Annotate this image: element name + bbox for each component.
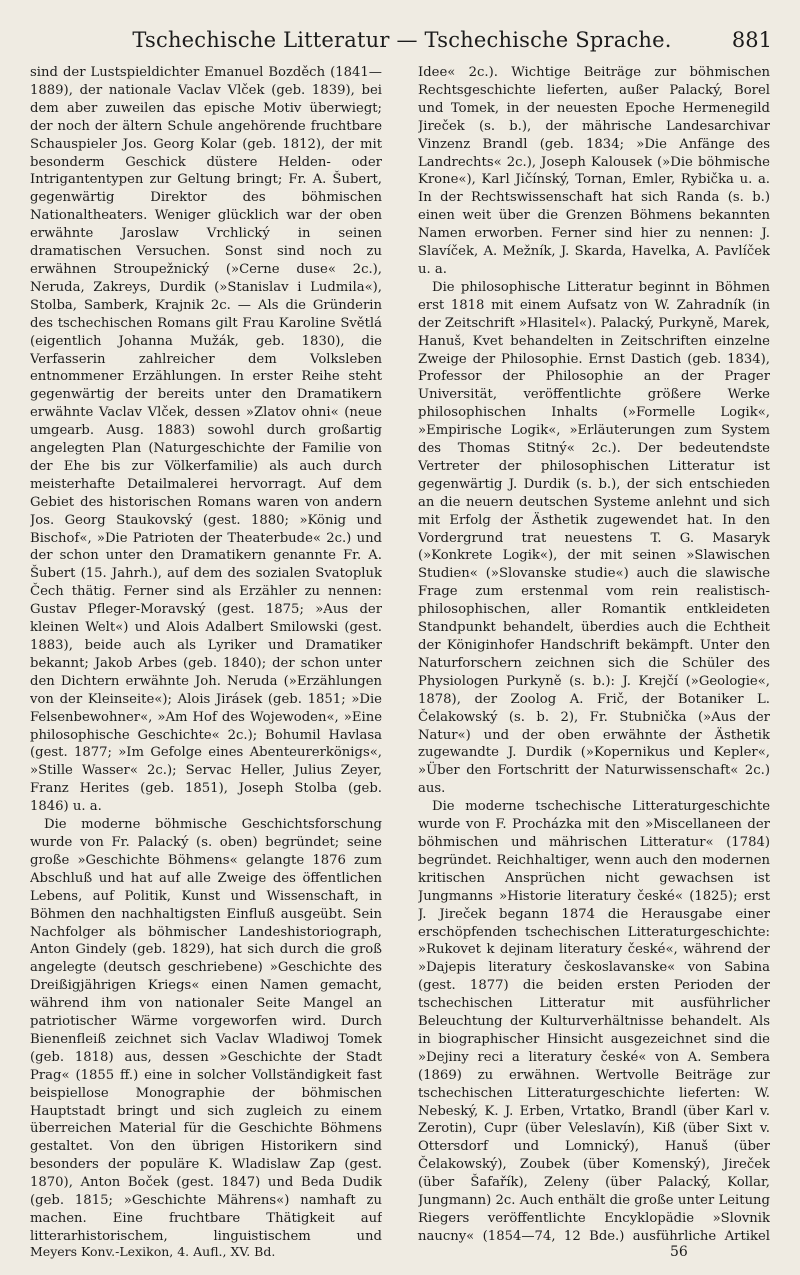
paragraph-historiography: Die moderne böhmische Geschichtsforschung wurde von Fr. Palacký (s. oben) begründet; seine große »Geschichte Böhmens« gelangte 1876 zum Abschluß und hat auf alle Zweige des öffentlichen Lebens, auf Politik, Kunst und Wissenschaft, in Böhmen den nachhaltigsten Einfluß ausgeübt. Sein Nachfolger als böhmischer Landeshistoriograph, Anton Gindely (geb. 1829), hat sich durch die groß angelegte (deutsch geschriebene) »Geschichte des Dreißigjährigen Kriegs« einen Namen gemacht, während ihm von nationaler Seite Mangel an patriotischer Wärme vorgeworfen wird. Durch Bienenfleiß zeichnet sich Vaclav Wladiwoj Tomek (geb. 1818) aus, dessen »Geschichte der Stadt Prag« (1855 ff.) eine in solcher Vollständigkeit fast beispiellose Monographie der böhmischen Hauptstadt bringt und sich zugleich zu einem überreichen Material für die Geschichte Böhmens gestaltet. Von den übrigen Historikern sind besonders der populäre K. Wladislaw Zap (gest. 1870), Anton Boček (gest. 1847) und Beda Dudik (geb. 1815; »Geschichte Mährens«) namhaft zu machen. Eine fruchtbare Thätigkeit auf litterarhistorischem, linguistischem und bbox=[30, 817, 382, 1244]
signature-mark: 56 bbox=[670, 1244, 688, 1260]
paragraph-legal-history: Idee« 2c.). Wichtige Beiträge zur böhmischen Rechtsgeschichte lieferten, außer Palacký, Borel und Tomek, in der neuesten Epoche Hermenegild Jireček (s. b.), der mährische Landesarchivar Vinzenz Brandl (geb. 1834; »Die Anfänge des Landrechts« 2c.), Joseph Kalousek (»Die böhmische Krone«), Karl Jičínský, Tornan, Emler, Rybička u. a. In der Rechtswissenschaft hat sich Randa (s. b.) einen weit über die Grenzen Böhmens bekannten Namen erworben. Ferner sind hier zu nennen: J. Slavíček, A. Mežník, J. Skarda, Havelka, A. Pavlíček u. a. bbox=[418, 65, 770, 277]
page-header bbox=[32, 22, 772, 56]
footer-source: Meyers Konv.-Lexikon, 4. Aufl., XV. Bd. bbox=[30, 1244, 276, 1259]
paragraph-novelists: sind der Lustspieldichter Emanuel Bozděch (1841—1889), der nationale Vaclav Vlček (geb. 1839), bei dem aber zuweilen das epische Motiv überwiegt; der noch der ältern Schule angehörende fruchtbare Schauspieler Jos. Georg Kolar (geb. 1812), der mit besonderm Geschick düstere Helden- oder Intrigantentypen zur Geltung bringt; Fr. A. Šubert, gegenwärtig Direktor des böhmischen Nationaltheaters. Weniger glücklich war der oben erwähnte Jaroslaw Vrchlický in seinen dramatischen Versuchen. Sonst sind noch zu erwähnen Stroupežnický (»Cerne duse« 2c.), Neruda, Zakreys, Durdik (»Stanislav i Ludmila«), Stolba, Samberk, Krajnik 2c. — Als die Gründerin des tschechischen Romans gilt Frau Karoline Světlá (eigentlich Johanna Mužák, geb. 1830), die Verfasserin zahlreicher dem Volksleben entnommener Erzählungen. In erster Reihe steht gegenwärtig der bereits unter den Dramatikern erwähnte Vaclav Vlček, dessen »Zlatov ohni« (neue umgearb. Ausg. 1883) sowohl durch großartig angelegten Plan (Naturgeschichte der Familie von der Ehe bis zur Völkerfamilie) als auch durch meisterhafte Detailmalerei hervorragt. Auf dem Gebiet des historischen Romans waren von andern Jos. Georg Staukovský (gest. 1880; »König und Bischof«, »Die Patrioten der Theaterbude« 2c.) und der schon unter den Dramatikern genannte Fr. A. Šubert (15. Jahrh.), auf dem des sozialen Svatopluk Čech thätig. Ferner sind als Erzähler zu nennen: Gustav Pfleger-Moravský (gest. 1875; »Aus der kleinen Welt«) und Alois Adalbert Smilowski (gest. 1883), beide auch als Lyriker und Dramatiker bekannt; Jakob Arbes (geb. 1840); der schon unter den Dichtern erwähnte Joh. Neruda (»Erzählungen von der Kleinseite«); Alois Jirásek (geb. 1851; »Die Felsenbewohner«, »Am Hof des Wojewoden«, »Eine philosophische Geschichte« 2c.); Bohumil Havlasa (gest. 1877; »Im Gefolge eines Abenteurerkönigs«, »Stille Wasser« 2c.); Servac Heller, Julius Zeyer, Franz Herites (geb. 1851), Joseph Stolba (geb. 1846) u. a. bbox=[30, 65, 382, 815]
page-number: 881 bbox=[731, 28, 772, 52]
paragraph-literary-history: Die moderne tschechische Litteraturgeschichte wurde von F. Procházka mit den »Miscellaneen der böhmischen und mährischen Litteratur« (1784) begründet. Reichhaltiger, wenn auch den modernen kritischen Ansprüchen nicht gewachsen ist Jungmanns »Historie literatury české« (1825); erst J. Jireček begann 1874 die Herausgabe einer erschöpfenden tschechischen Litteraturgeschichte: »Rukovet k dejinam literatury české«, während der »Dajepis literatury českoslavanske« von Sabina (gest. 1877) die beiden ersten Perioden der tschechischen Litteratur mit ausführlicher Beleuchtung der Kulturverhältnisse behandelt. Als in biographischer Hinsicht ausgezeichnet sind die »Dejiny reci a literatury české« von A. Sembera (1869) zu erwähnen. Wertvolle Beiträge zur tschechischen Litteraturgeschichte lieferten: W. Nebeský, K. J. Erben, Vrtatko, Brandl (über Karl v. Zerotin), Cupr (über Veleslavín), Kiß (über Sixt v. Ottersdorf und Lomnický), Hanuš (über Čelakowský), Zoubek (über Komenský), Jireček (über Šafařík), Zeleny (über Palacký, Kollar, Jungmann) 2c. Auch enthält die große unter Leitung Riegers veröffentlichte Encyklopädie »Slovnik naucny« (1854—74, 12 Bde.) ausführliche Artikel bbox=[418, 799, 770, 1244]
running-title: Tschechische Litteratur — Tschechische Sprache. bbox=[132, 28, 672, 52]
paragraph-philosophy: Die philosophische Litteratur beginnt in Böhmen erst 1818 mit einem Aufsatz von W. Zahradník (in der Zeitschrift »Hlasitel«). Palacký, Purkyně, Marek, Hanuš, Kvet behandelten in Zeitschriften einzelne Zweige der Philosophie. Ernst Dastich (geb. 1834), Professor der Philosophie an der Prager Universität, veröffentlichte größere Werke philosophischen Inhalts (»Formelle Logik«, »Empirische Logik«, »Erläuterungen zum System des Thomas Stitný« 2c.). Der bedeutendste Vertreter der philosophischen Litteratur ist gegenwärtig J. Durdik (s. b.), der sich entschieden an die neuern deutschen Systeme anlehnt und sich mit Erfolg der Ästhetik zugewendet hat. In den Vordergrund trat neuestens T. G. Masaryk (»Konkrete Logik«), der mit seinen »Slawischen Studien« (»Slovanske studie«) auch die slawische Frage zum erstenmal vom rein realistisch-philosophischen, aller Romantik entkleideten Standpunkt behandelt, überdies auch die Echtheit der Königinhofer Handschrift bekämpft. Unter den Naturforschern zeichnen sich die Schüler des Physiologen Purkyně (s. b.): J. Krejčí (»Geologie«, 1878), der Zoolog A. Frič, der Botaniker L. Čelakowský (s. b. 2), Fr. Stubnička (»Aus der Natur«) und der oben erwähnte der Ästhetik zugewandte J. Durdik (»Kopernikus und Kepler«, »Über den Fortschritt der Naturwissenschaft« 2c.) aus. bbox=[418, 279, 770, 797]
right-column bbox=[418, 64, 770, 1244]
left-column bbox=[30, 64, 382, 1244]
page-footer bbox=[30, 1244, 770, 1264]
